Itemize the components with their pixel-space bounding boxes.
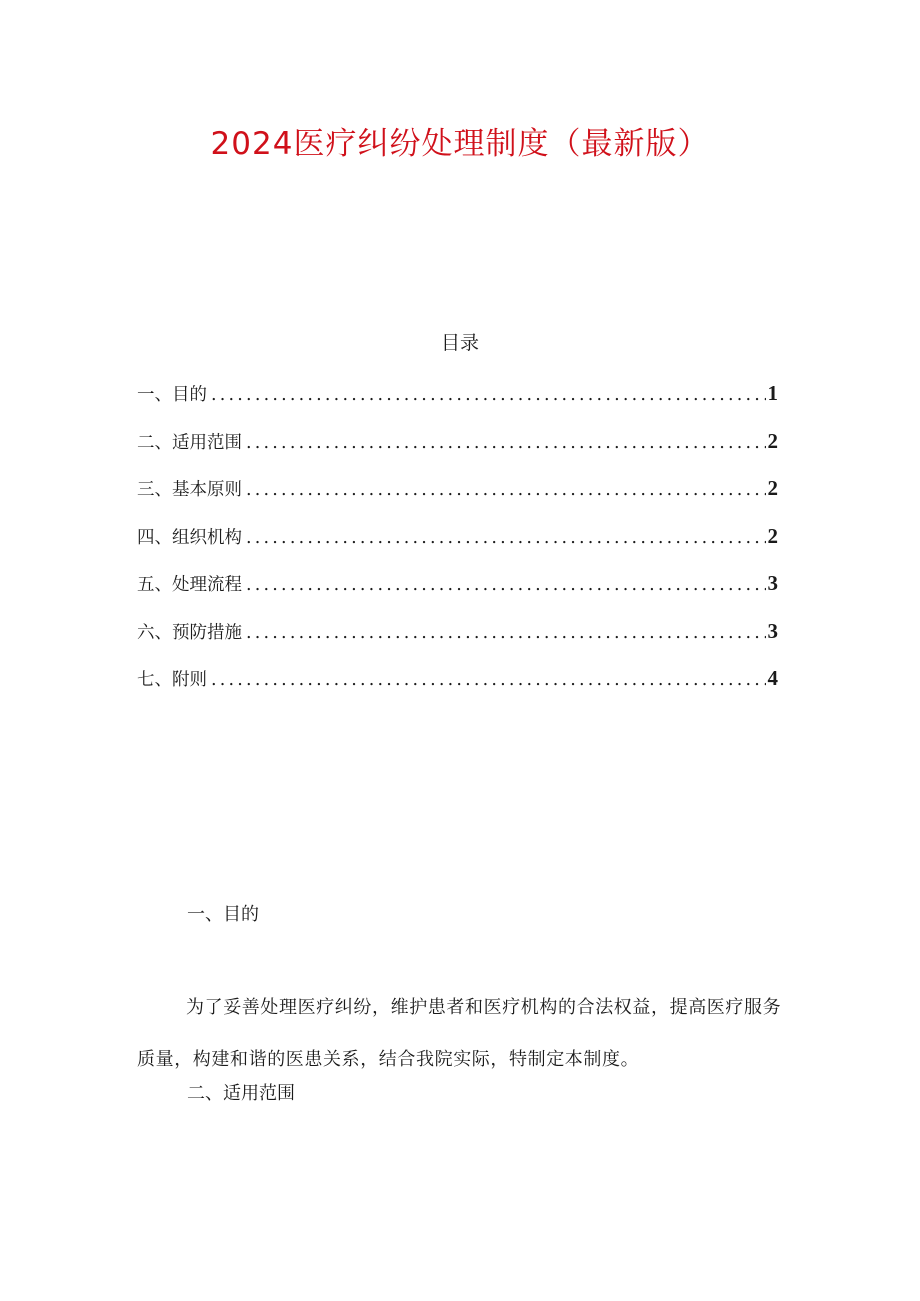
toc-entry-principles[interactable] [137, 474, 778, 522]
toc-dot-leader [246, 524, 766, 552]
toc-entry-prevention[interactable] [137, 617, 778, 665]
toc-entry-label: 二、适用范围 [137, 432, 242, 453]
toc-entry-label: 七、附则 [137, 670, 207, 690]
section-heading-purpose: 一、目的 [187, 904, 259, 925]
table-of-contents [137, 379, 778, 712]
toc-dot-leader [246, 429, 766, 457]
toc-entry-page: 2 [767, 476, 778, 500]
toc-entry-label: 三、基本原则 [137, 480, 242, 500]
section-heading-scope: 二、适用范围 [187, 1083, 295, 1104]
toc-entry-organization[interactable] [137, 522, 778, 570]
toc-dot-leader [211, 666, 766, 694]
toc-dot-leader [246, 619, 766, 647]
toc-entry-page: 3 [767, 571, 778, 595]
toc-entry-process[interactable] [137, 569, 778, 617]
toc-entry-label: 四、组织机构 [137, 527, 242, 548]
toc-entry-page: 2 [767, 523, 778, 548]
document-title: 2024医疗纠纷处理制度（最新版） [210, 126, 710, 162]
toc-entry-appendix[interactable] [137, 664, 778, 712]
toc-entry-scope[interactable] [137, 427, 778, 475]
toc-entry-label: 五、处理流程 [137, 575, 242, 595]
toc-entry-page: 3 [767, 618, 778, 643]
toc-entry-purpose[interactable] [137, 379, 778, 427]
toc-heading: 目录 [440, 332, 479, 354]
toc-entry-label: 一、目的 [137, 385, 207, 405]
toc-dot-leader [246, 476, 766, 504]
toc-dot-leader [211, 381, 766, 409]
section-paragraph-purpose: 为了妥善处理医疗纠纷，维护患者和医疗机构的合法权益，提高医疗服务质量，构建和谐的医患关系，结合我院实际，特制定本制度。 [137, 997, 782, 1070]
toc-entry-page: 2 [767, 428, 778, 453]
toc-entry-page: 4 [767, 666, 778, 690]
toc-entry-page: 1 [767, 381, 778, 405]
toc-entry-label: 六、预防措施 [137, 622, 242, 643]
toc-dot-leader [246, 571, 766, 599]
